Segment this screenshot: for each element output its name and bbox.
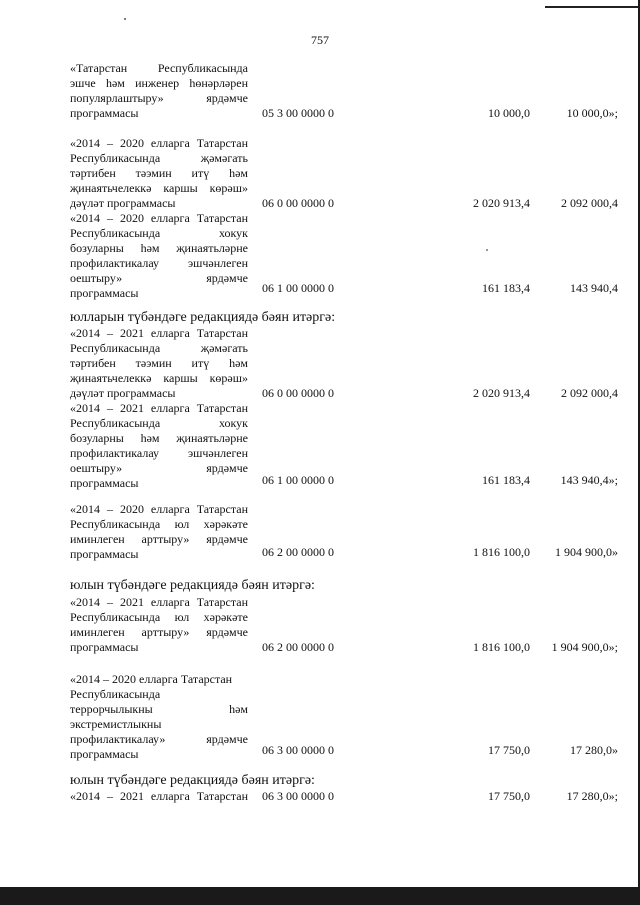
budget-code: 06 3 00 0000 0 [262,743,334,757]
scan-bottom-edge [0,887,640,905]
amount-year-1: 1 816 100,0 [473,545,530,559]
amount-year-1: 161 183,4 [482,473,530,487]
description-line: оештыру» ярдәмче [70,461,248,475]
budget-code: 06 2 00 0000 0 [262,640,334,654]
program-description [70,789,248,804]
description-line: программасы [70,286,139,300]
description-line: Республикасында җәмәгать [70,341,248,355]
budget-code: 06 1 00 0000 0 [262,281,334,295]
budget-code: 06 3 00 0000 0 [262,789,334,803]
program-description [70,502,248,562]
budget-code: 06 0 00 0000 0 [262,386,334,400]
scan-speck [486,249,488,251]
amount-year-1: 161 183,4 [482,281,530,295]
amount-year-1: 17 750,0 [488,743,530,757]
section-heading: юлларын түбәндәге редакциядә бәян итәргә: [70,310,336,325]
description-line: популярлаштыру» ярдәмче [70,91,248,105]
program-description [70,136,248,211]
description-line: программасы [70,640,139,654]
program-description [70,326,248,401]
section-heading: юлын түбәндәге редакциядә бәян итәргә: [70,773,315,788]
description-line: иминлеген арттыру» ярдәмче [70,625,248,639]
description-line: иминлеген арттыру» ярдәмче [70,532,248,546]
description-line: «2014 – 2021 елларга Татарстан [70,595,248,609]
description-line: Республикасында хокук [70,416,248,430]
description-line: «2014 – 2021 елларга Татарстан [70,401,248,415]
amount-year-1: 10 000,0 [488,106,530,120]
description-line: «2014 – 2020 елларга Татарстан [70,502,248,516]
description-line: җинаятьчелеккә каршы көрәш» [70,181,248,195]
amount-year-1: 2 020 913,4 [473,386,530,400]
description-line: Республикасында [70,687,161,701]
budget-code: 05 3 00 0000 0 [262,106,334,120]
description-line: «2014 – 2021 елларга Татарстан [70,789,248,803]
description-line: программасы [70,547,139,561]
amount-year-2: 17 280,0» [570,743,618,757]
amount-year-2: 2 092 000,4 [561,386,618,400]
description-line: бозуларны һәм җинаятьләрне [70,431,248,445]
description-line: террорчылыкны һәм [70,702,248,716]
description-line: тәртибен тәэмин итү һәм [70,356,248,370]
description-line: дәүләт программасы [70,386,176,400]
budget-code: 06 0 00 0000 0 [262,196,334,210]
program-description [70,211,248,301]
description-line: «Татарстан Республикасында [70,61,248,75]
amount-year-2: 143 940,4»; [560,473,618,487]
description-line: профилактикалау» ярдәмче [70,732,248,746]
description-line: «2014 – 2021 елларга Татарстан [70,326,248,340]
description-line: бозуларны һәм җинаятьләрне [70,241,248,255]
description-line: дәүләт программасы [70,196,176,210]
budget-code: 06 2 00 0000 0 [262,545,334,559]
description-line: «2014 – 2020 елларга Татарстан [70,672,233,686]
description-line: оештыру» ярдәмче [70,271,248,285]
program-description [70,401,248,491]
description-line: программасы [70,106,139,120]
description-line: экстремистлыкны [70,717,162,731]
amount-year-1: 17 750,0 [488,789,530,803]
amount-year-2: 17 280,0»; [566,789,618,803]
program-description [70,61,248,121]
description-line: җинаятьчелеккә каршы көрәш» [70,371,248,385]
description-line: эшче һәм инженер һөнәрләрен [70,76,248,90]
description-line: «2014 – 2020 елларга Татарстан [70,136,248,150]
amount-year-2: 1 904 900,0» [555,545,618,559]
description-line: Республикасында хокук [70,226,248,240]
page-number: 757 [311,33,329,47]
amount-year-1: 1 816 100,0 [473,640,530,654]
amount-year-2: 2 092 000,4 [561,196,618,210]
description-line: Республикасында юл хәрәкәте [70,610,248,624]
amount-year-2: 143 940,4 [570,281,618,295]
description-line: профилактикалау эшчәнлеген [70,256,248,270]
amount-year-1: 2 020 913,4 [473,196,530,210]
budget-code: 06 1 00 0000 0 [262,473,334,487]
program-description [70,672,248,762]
amount-year-2: 10 000,0»; [566,106,618,120]
description-line: программасы [70,747,139,761]
scan-top-line [545,6,640,8]
description-line: Республикасында юл хәрәкәте [70,517,248,531]
description-line: «2014 – 2020 елларга Татарстан [70,211,248,225]
description-line: профилактикалау эшчәнлеген [70,446,248,460]
description-line: программасы [70,476,139,490]
scan-speck [124,18,126,20]
program-description [70,595,248,655]
amount-year-2: 1 904 900,0»; [551,640,618,654]
section-heading: юлын түбәндәге редакциядә бәян итәргә: [70,578,315,593]
description-line: тәртибен тәэмин итү һәм [70,166,248,180]
description-line: Республикасында җәмәгать [70,151,248,165]
